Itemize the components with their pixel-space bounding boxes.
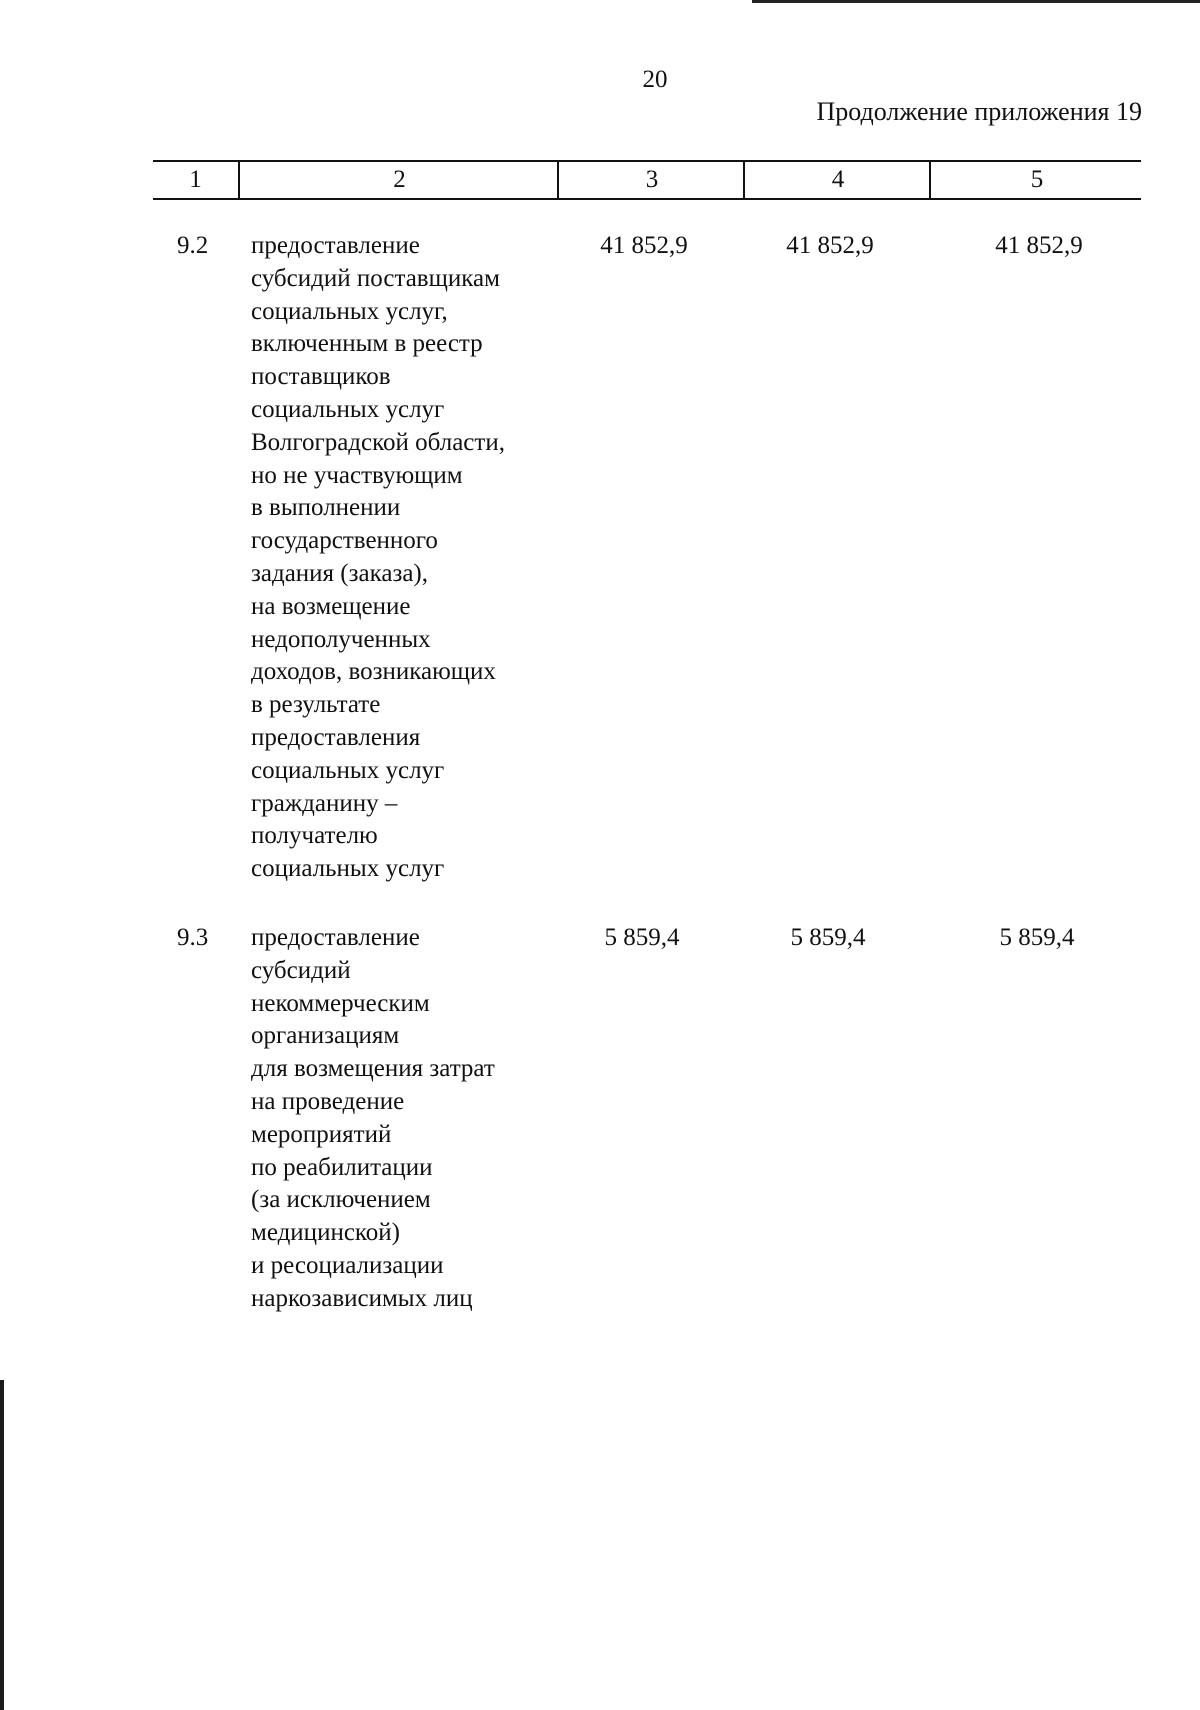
table-header-row [153, 160, 1141, 200]
value-col-5: 5 859,4 [999, 924, 1075, 951]
description-line: социальных услуг, [251, 297, 448, 325]
row-number: 9.2 [177, 232, 209, 259]
description-line: некоммерческим [251, 989, 430, 1017]
description-line: в выполнении [251, 494, 401, 522]
appendix-continuation-note: Продолжение приложения 19 [816, 97, 1142, 126]
table-header-col-5: 5 [929, 162, 1143, 198]
description-line: (за исключением [251, 1186, 431, 1214]
description-line: недополученных [251, 625, 431, 653]
table-header-col-1: 1 [189, 166, 202, 193]
description-line: но не участвующим [251, 461, 463, 489]
description-line: в результате [251, 691, 381, 719]
description-line: субсидий поставщикам [251, 264, 500, 292]
row-description [251, 230, 571, 886]
table-header-col-3: 3 [557, 162, 745, 198]
description-line: предоставление [251, 924, 420, 951]
description-line: и ресоциализации [251, 1251, 444, 1279]
value-col-3: 41 852,9 [600, 232, 688, 259]
description-line: задания (заказа), [251, 559, 429, 587]
description-line: поставщиков [251, 363, 391, 391]
description-line: доходов, возникающих [251, 658, 496, 686]
description-line: предоставления [251, 723, 421, 751]
description-line: предоставление [251, 232, 420, 259]
description-line: медицинской) [251, 1219, 400, 1247]
description-line: Волгоградской области, [251, 428, 505, 456]
description-line: на проведение [251, 1087, 405, 1115]
value-col-4: 41 852,9 [786, 232, 874, 259]
page-number: 20 [642, 66, 668, 93]
description-line: наркозависимых лиц [251, 1284, 473, 1312]
row-number: 9.3 [177, 924, 209, 951]
description-line: социальных услуг [251, 855, 445, 883]
value-col-4: 5 859,4 [790, 924, 866, 951]
row-description [251, 922, 571, 1316]
description-line: на возмещение [251, 592, 411, 620]
table-header-col-2: 2 [238, 162, 559, 198]
description-line: субсидий [251, 956, 351, 984]
description-line: государственного [251, 527, 438, 555]
description-line: для возмещения затрат [251, 1055, 495, 1083]
description-line: по реабилитации [251, 1153, 433, 1181]
scan-edge-top [752, 0, 1200, 3]
description-line: организациям [251, 1022, 400, 1050]
description-line: получателю [251, 822, 378, 850]
value-col-5: 41 852,9 [995, 232, 1083, 259]
budget-table [153, 160, 1141, 1312]
description-line: социальных услуг [251, 395, 445, 423]
scan-edge-left [0, 1380, 4, 1710]
description-line: гражданину – [251, 789, 398, 817]
description-line: включенным в реестр [251, 330, 483, 358]
table-header-col-4: 4 [743, 162, 931, 198]
description-line: социальных услуг [251, 756, 445, 784]
description-line: мероприятий [251, 1120, 392, 1148]
value-col-3: 5 859,4 [604, 924, 680, 951]
